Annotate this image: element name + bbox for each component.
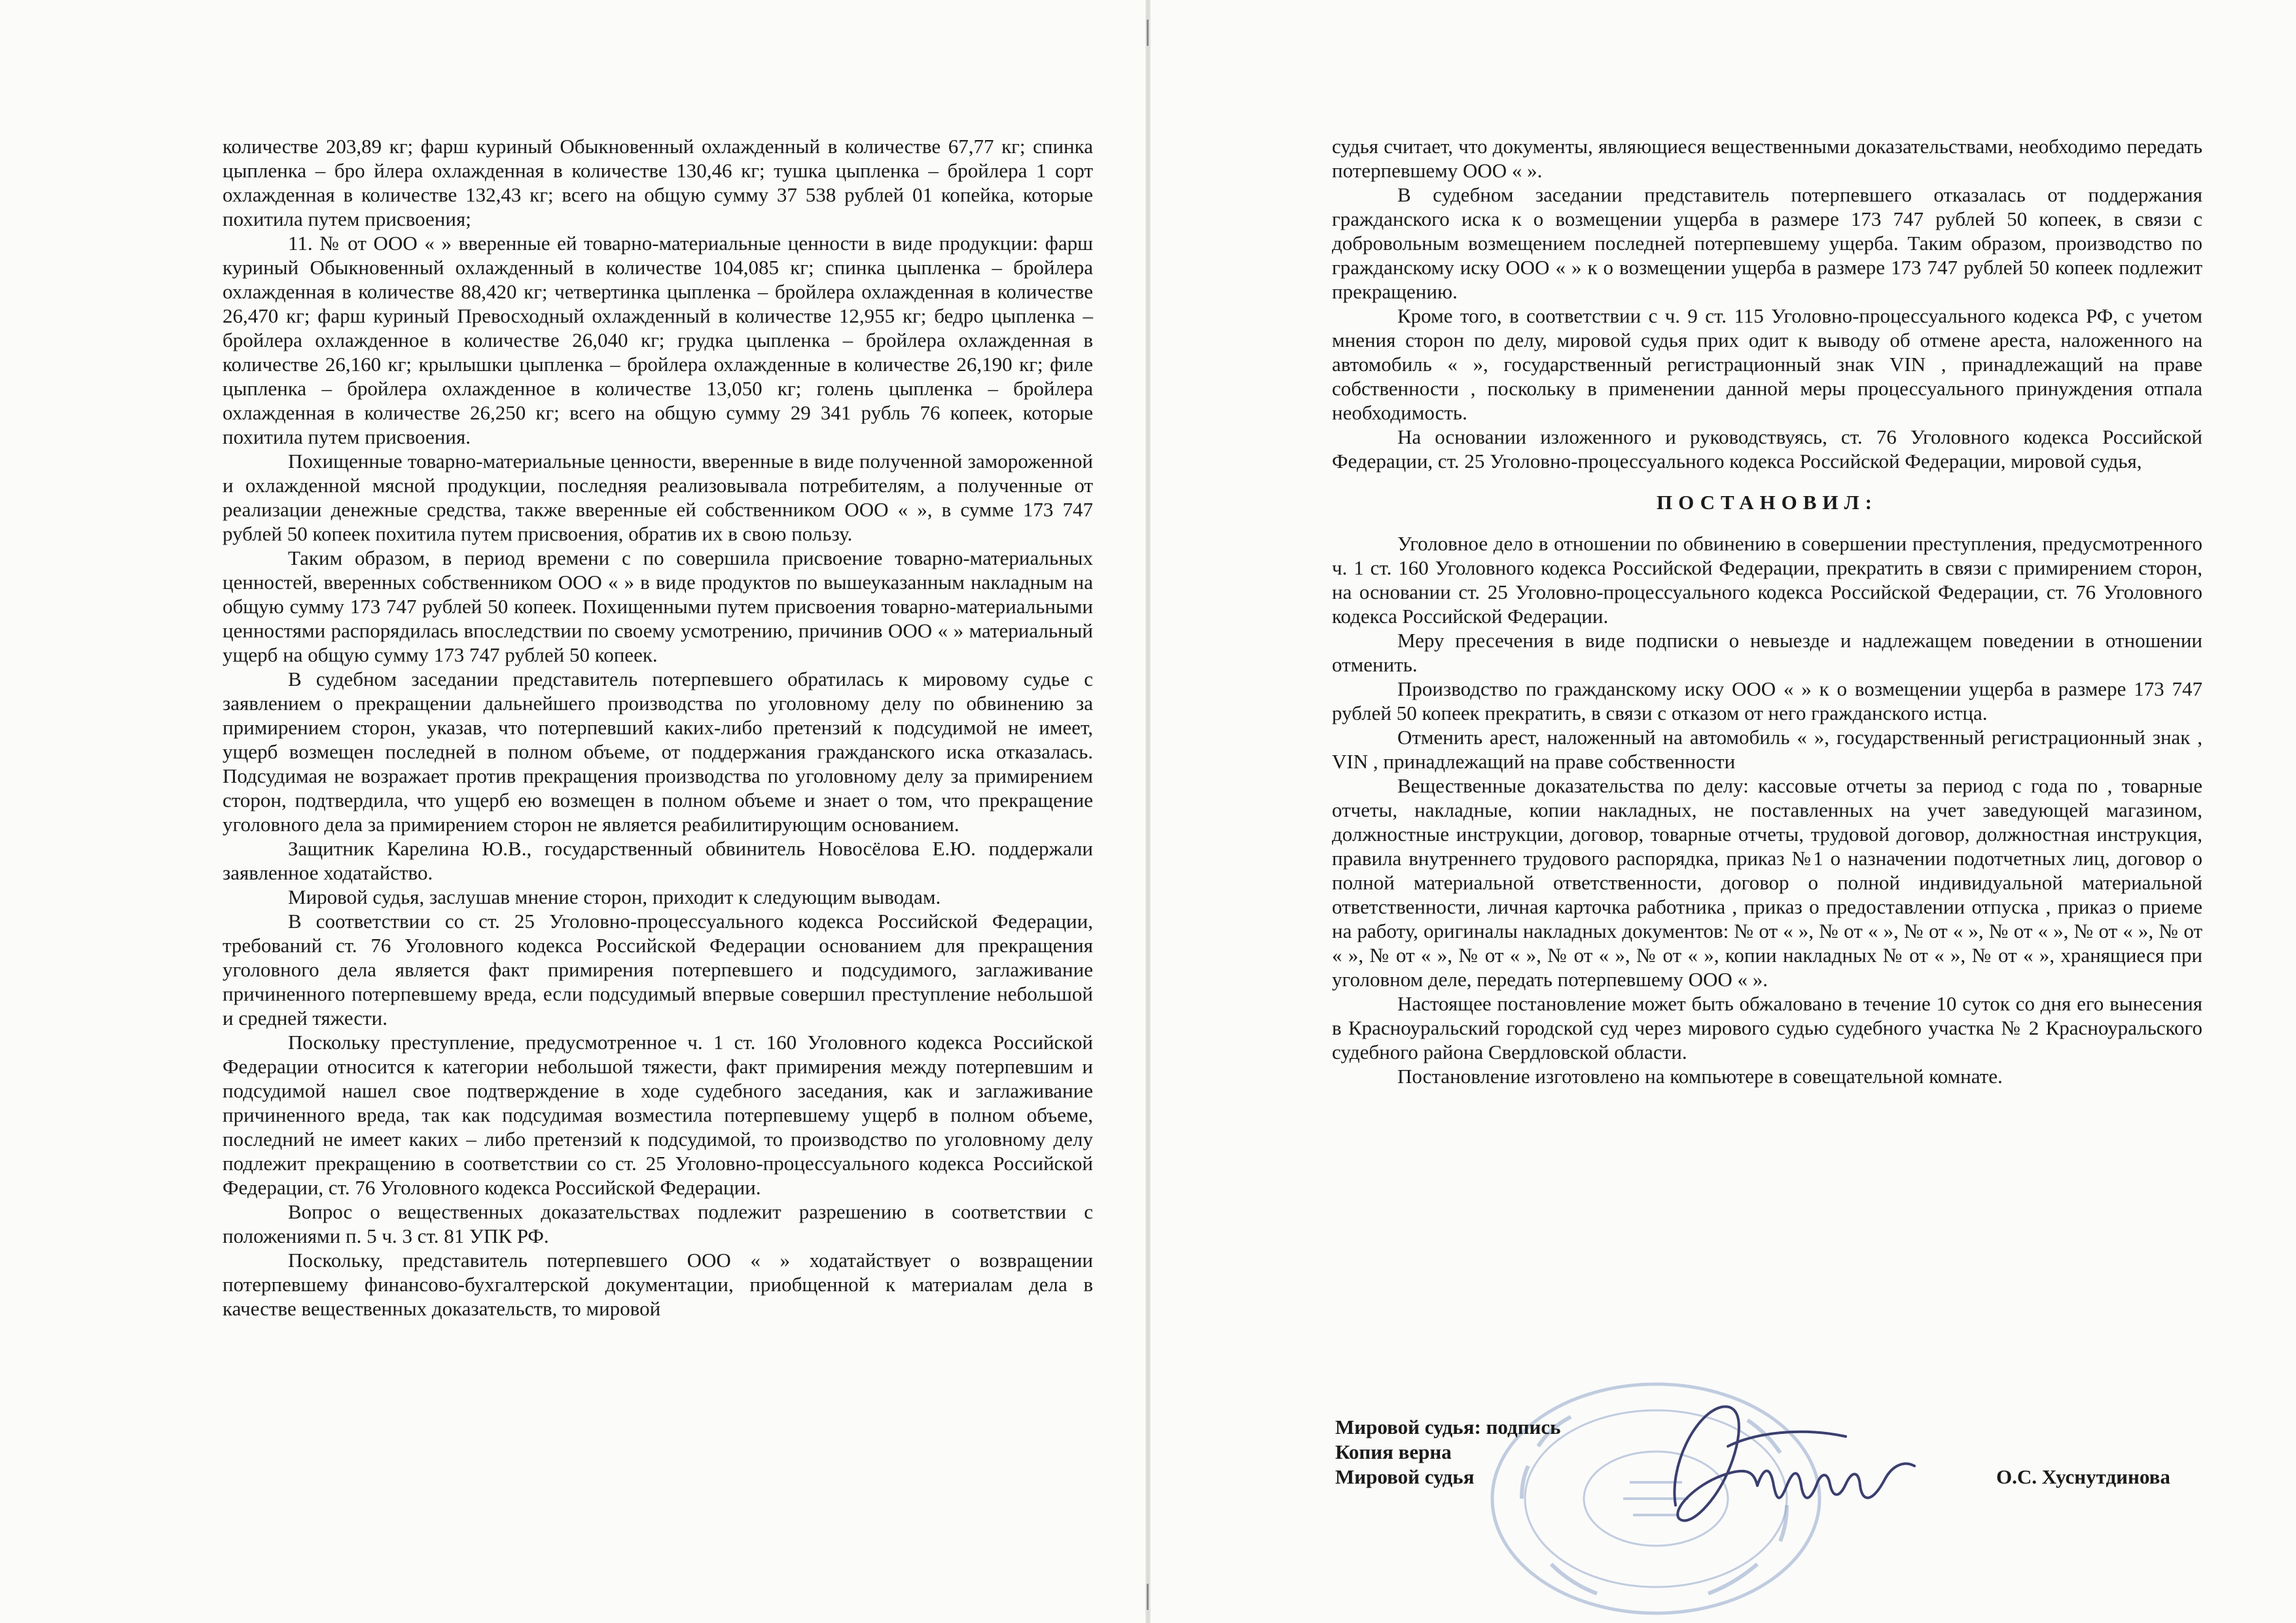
paragraph: 11. № от ООО « » вверенные ей товарно-материальные ценности в виде продукции: фарш куриный Обыкновенный охлажденный в количестве 104,085 кг; спинка цыпленка – бройлера охлажденная в количестве 88,420 кг; четвертинка цыпленка – бройлера охлажденная в количестве 26,470 кг; фарш куриный Превосходный охлажденный в количестве 12,955 кг; бедро цыпленка – бройлера охлажденное в количестве 26,040 кг; грудка цыпленка – бройлера охлажденная в количестве 26,160 кг; крылышки цыпленка – бройлера охлажденные в количестве 26,190 кг; филе цыпленка – бройлера охлажденное в количестве 13,050 кг; голень цыпленка – бройлера охлажденная в количестве 26,250 кг; всего на общую сумму 29 341 рубль 76 копеек, которые похитила путем присвоения. [223, 232, 1093, 448]
signature-line-3 [1335, 1465, 2206, 1489]
paragraph: На основании изложенного и руководствуясь, ст. 76 Уголовного кодекса Российской Федерации, ст. 25 Уголовно-процессуального кодекса Российской Федерации, мировой судья, [1332, 425, 2202, 473]
paragraph: Отменить арест, наложенный на автомобиль « », государственный регистрационный знак , VIN , принадлежащий на праве собственности [1332, 726, 2202, 773]
fold-mark-top [1147, 20, 1149, 46]
paragraph: В судебном заседании представитель потерпевшего обратилась к мировому судье с заявлением о прекращении дальнейшего производства по уголовному делу по обвинению за примирением сторон, указав, что потерпевший каких-либо претензий к подсудимой не имеет, ущерб возмещен последней в полном объеме, от поддержания гражданского иска отказалась. Подсудимая не возражает против прекращения производства по уголовному делу за примирением сторон, подтвердила, что ущерб ею возмещен в полном объеме и знает о том, что прекращение уголовного дела за примирением сторон не является реабилитирующим основанием. [223, 668, 1093, 836]
paragraph: Таким образом, в период времени с по совершила присвоение товарно-материальных ценностей, вверенных собственником ООО « » в виде продуктов по вышеуказанным накладным на общую сумму 173 747 рублей 50 копеек. Похищенными путем присвоения товарно-материальными ценностями распорядилась впоследствии по своему усмотрению, причинив ООО « » материальный ущерб на общую сумму 173 747 рублей 50 копеек. [223, 546, 1093, 666]
ruling-heading: ПОСТАНОВИЛ: [1657, 491, 1878, 514]
paragraph: Вещественные доказательства по делу: кассовые отчеты за период с года по , товарные отчеты, накладные, копии накладных, не поставленных на учет заведующей магазином, должностные инструкции, договор, товарные отчеты, трудовой договор, должностная инструкция, правила внутреннего трудового распорядка, приказ №1 о назначении подотчетных лиц, договор о полной материальной ответственности, договор о полной индивидуальной материальной ответственности, личная карточка работника , приказ о предоставлении отпуска , приказ о приеме на работу, оригиналы накладных документов: № от « », № от « », № от « », № от « », № от « », № от « », № от « », № от « », № от « », № от « », копии накладных № от « », № от « », хранящиеся при уголовном деле, передать потерпевшему ООО « ». [1332, 774, 2202, 991]
paragraph: В судебном заседании представитель потерпевшего отказалась от поддержания гражданского иска к о возмещении ущерба в размере 173 747 рублей 50 копеек, в связи с добровольным возмещением последней потерпевшему ущерба. Таким образом, производство по гражданскому иску ООО « » к о возмещении ущерба в размере 173 747 рублей 50 копеек подлежит прекращению. [1332, 183, 2202, 303]
paragraph: Производство по гражданскому иску ООО « » к о возмещении ущерба в размере 173 747 рублей 50 копеек прекратить, в связи с отказом от него гражданского истца. [1332, 677, 2202, 724]
page-fold [1145, 0, 1151, 1623]
signature-line-1: Мировой судья: подпись [1335, 1416, 1561, 1438]
paragraph: Мировой судья, заслушав мнение сторон, приходит к следующим выводам. [288, 885, 941, 908]
left-page-text [223, 134, 1093, 1321]
paragraph: Уголовное дело в отношении по обвинению в совершении преступления, предусмотренного ч. 1 ст. 160 Уголовного кодекса Российской Федерации, прекратить в связи с примирением сторон, на основании ст. 25 Уголовно-процессуального кодекса Российской Федерации, ст. 76 Уголовного кодекса Российской Федерации. [1332, 532, 2202, 628]
signature-line-2: Копия верна [1335, 1440, 1452, 1463]
fold-mark-bottom [1147, 1584, 1149, 1610]
paragraph: Похищенные товарно-материальные ценности, вверенные в виде полученной замороженной и охлажденной мясной продукции, последняя реализовывала потребителям, а полученные от реализации денежные средства, также вверенные ей собственником ООО « », в сумме 173 747 рублей 50 копеек похитила путем присвоения, обратив их в свою пользу. [223, 450, 1093, 545]
paragraph: Кроме того, в соответствии с ч. 9 ст. 115 Уголовно-процессуального кодекса РФ, с учетом мнения сторон по делу, мировой судья прих одит к выводу об отмене ареста, наложенного на автомобиль « », государственный регистрационный знак VIN , принадлежащий на праве собственности , поскольку в применении данной меры процессуального принуждения отпала необходимость. [1332, 304, 2202, 424]
right-page-text [1332, 134, 2202, 1088]
paragraph: В соответствии со ст. 25 Уголовно-процессуального кодекса Российской Федерации, требований ст. 76 Уголовного кодекса Российской Федерации основанием для прекращения уголовного дела является факт примирения потерпевшего и подсудимого, заглаживание причиненного потерпевшему вреда, если подсудимый впервые совершил преступление небольшой и средней тяжести. [223, 910, 1093, 1029]
paragraph: Меру пресечения в виде подписки о невыезде и надлежащем поведении в отношении отменить. [1332, 629, 2202, 676]
paragraph: Защитник Карелина Ю.В., государственный обвинитель Новосёлова Е.Ю. поддержали заявленное ходатайство. [223, 837, 1093, 884]
paragraph: Постановление изготовлено на компьютере в совещательной комнате. [1397, 1065, 2003, 1088]
paragraph: Поскольку, представитель потерпевшего ООО « » ходатайствует о возвращении потерпевшему финансово-бухгалтерской документации, приобщенной к материалам дела в качестве вещественных доказательств, то мировой [223, 1249, 1093, 1320]
judge-name: О.С. Хуснутдинова [1996, 1465, 2170, 1488]
paragraph: судья считает, что документы, являющиеся вещественными доказательствами, необходимо передать потерпевшему ООО « ». [1332, 135, 2202, 182]
paragraph: количестве 203,89 кг; фарш куриный Обыкновенный охлажденный в количестве 67,77 кг; спинка цыпленка – бро йлера охлажденная в количестве 130,46 кг; тушка цыпленка – бройлера 1 сорт охлажденная в количестве 132,43 кг; всего на общую сумму 37 538 рублей 01 копейка, которые похитила путем присвоения; [223, 135, 1093, 230]
paragraph: Вопрос о вещественных доказательствах подлежит разрешению в соответствии с положениями п. 5 ч. 3 ст. 81 УПК РФ. [223, 1200, 1093, 1247]
paragraph: Поскольку преступление, предусмотренное ч. 1 ст. 160 Уголовного кодекса Российской Федерации относится к категории небольшой тяжести, факт примирения между потерпевшим и подсудимой нашел свое подтверждение в ходе судебного заседания, как и заглаживание причиненного вреда, так как подсудимая возместила потерпевшему ущерб в полном объеме, последний не имеет каких – либо претензий к подсудимой, то производство по уголовному делу подлежит прекращению в соответствии со ст. 25 Уголовно-процессуального кодекса Российской Федерации, ст. 76 Уголовного кодекса Российской Федерации. [223, 1031, 1093, 1199]
judge-title: Мировой судья [1335, 1465, 1475, 1488]
paragraph: Настоящее постановление может быть обжаловано в течение 10 суток со дня его вынесения в Красноуральский городской суд через мирового судью судебного участка № 2 Красноуральского судебного района Свердловской области. [1332, 992, 2202, 1063]
signature-block [1335, 1415, 2206, 1489]
